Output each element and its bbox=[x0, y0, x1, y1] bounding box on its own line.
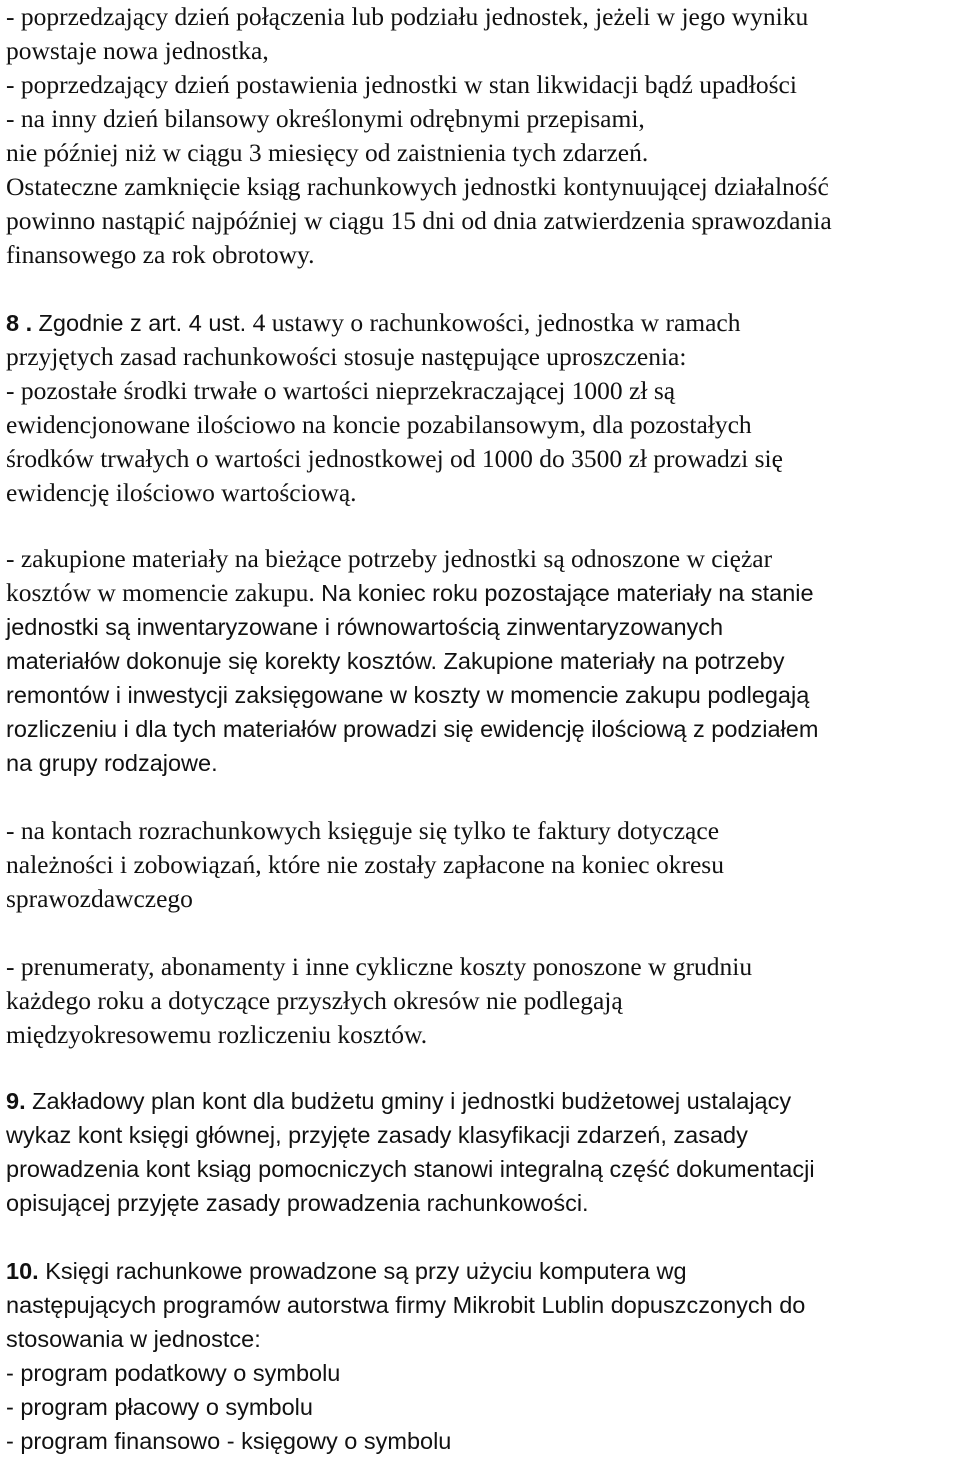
text-line bbox=[6, 576, 814, 610]
text-line: - pozostałe środki trwałe o wartości nieprzekraczającej 1000 zł są bbox=[6, 376, 676, 405]
text-line: na grupy rodzajowe. bbox=[6, 750, 218, 776]
text-line: sprawozdawczego bbox=[6, 884, 193, 913]
section-8-heading-line bbox=[6, 306, 741, 340]
section-number: 8 . bbox=[6, 310, 33, 336]
section-10-heading-line bbox=[6, 1254, 687, 1288]
text-line: rozliczeniu i dla tych materiałów prowadzi się ewidencję ilościową z podziałem bbox=[6, 716, 819, 742]
text-line: - poprzedzający dzień postawienia jednostki w stan likwidacji bądź upadłości bbox=[6, 70, 797, 99]
section-10-lead: Księgi rachunkowe prowadzone są przy użyciu komputera wg bbox=[45, 1258, 687, 1284]
section-number: 10. bbox=[6, 1258, 39, 1284]
text-line: powstaje nowa jednostka, bbox=[6, 36, 269, 65]
text-segment: Na koniec roku pozostające materiały na stanie bbox=[321, 580, 814, 606]
text-line: stosowania w jednostce: bbox=[6, 1326, 261, 1352]
text-line: następujących programów autorstwa firmy Mikrobit Lublin dopuszczonych do bbox=[6, 1292, 806, 1318]
text-line: - zakupione materiały na bieżące potrzeby jednostki są odnoszone w ciężar bbox=[6, 544, 773, 573]
text-line: materiałów dokonuje się korekty kosztów. Zakupione materiały na potrzeby bbox=[6, 648, 785, 674]
text-line: remontów i inwestycji zaksięgowane w koszty w momencie zakupu podlegają bbox=[6, 682, 810, 708]
text-line: - program finansowo - księgowy o symbolu bbox=[6, 1428, 452, 1454]
text-line: jednostki są inwentaryzowane i równowartością zinwentaryzowanych bbox=[6, 614, 724, 640]
text-segment: kosztów w momencie zakupu. bbox=[6, 578, 315, 607]
text-line: nie później niż w ciągu 3 miesięcy od zaistnienia tych zdarzeń. bbox=[6, 138, 649, 167]
text-line: - na kontach rozrachunkowych księguje się tylko te faktury dotyczące bbox=[6, 816, 720, 845]
text-line: należności i zobowiązań, które nie zostały zapłacone na koniec okresu bbox=[6, 850, 724, 879]
text-line: wykaz kont księgi głównej, przyjęte zasady klasyfikacji zdarzeń, zasady bbox=[6, 1122, 748, 1148]
text-line: - prenumeraty, abonamenty i inne cykliczne koszty ponoszone w grudniu bbox=[6, 952, 753, 981]
text-line: każdego roku a dotyczące przyszłych okresów nie podlegają bbox=[6, 986, 623, 1015]
section-8-lead: Zgodnie z art. 4 ust. bbox=[38, 310, 247, 336]
text-line: - poprzedzający dzień połączenia lub podziału jednostek, jeżeli w jego wyniku bbox=[6, 2, 809, 31]
text-line: - na inny dzień bilansowy określonymi odrębnymi przepisami, bbox=[6, 104, 645, 133]
text-line: opisującej przyjęte zasady prowadzenia rachunkowości. bbox=[6, 1190, 589, 1216]
text-line: środków trwałych o wartości jednostkowej od 1000 do 3500 zł prowadzi się bbox=[6, 444, 783, 473]
text-line: ewidencję ilościowo wartościową. bbox=[6, 478, 357, 507]
text-line: prowadzenia kont ksiąg pomocniczych stanowi integralną część dokumentacji bbox=[6, 1156, 815, 1182]
text-line: - program płacowy o symbolu bbox=[6, 1394, 313, 1420]
text-line: finansowego za rok obrotowy. bbox=[6, 240, 315, 269]
section-9-heading-line bbox=[6, 1084, 791, 1118]
text-line: - program podatkowy o symbolu bbox=[6, 1360, 341, 1386]
text-line: przyjętych zasad rachunkowości stosuje następujące uproszczenia: bbox=[6, 342, 687, 371]
text-line: ewidencjonowane ilościowo na koncie pozabilansowym, dla pozostałych bbox=[6, 410, 752, 439]
section-number: 9. bbox=[6, 1088, 26, 1114]
section-9-lead: Zakładowy plan kont dla budżetu gminy i jednostki budżetowej ustalający bbox=[32, 1088, 792, 1114]
text-line: powinno nastąpić najpóźniej w ciągu 15 dni od dnia zatwierdzenia sprawozdania bbox=[6, 206, 832, 235]
section-8-lead-cont: 4 ustawy o rachunkowości, jednostka w ramach bbox=[252, 308, 741, 337]
text-line: Ostateczne zamknięcie ksiąg rachunkowych jednostki kontynuującej działalność bbox=[6, 172, 829, 201]
text-line: międzyokresowemu rozliczeniu kosztów. bbox=[6, 1020, 428, 1049]
